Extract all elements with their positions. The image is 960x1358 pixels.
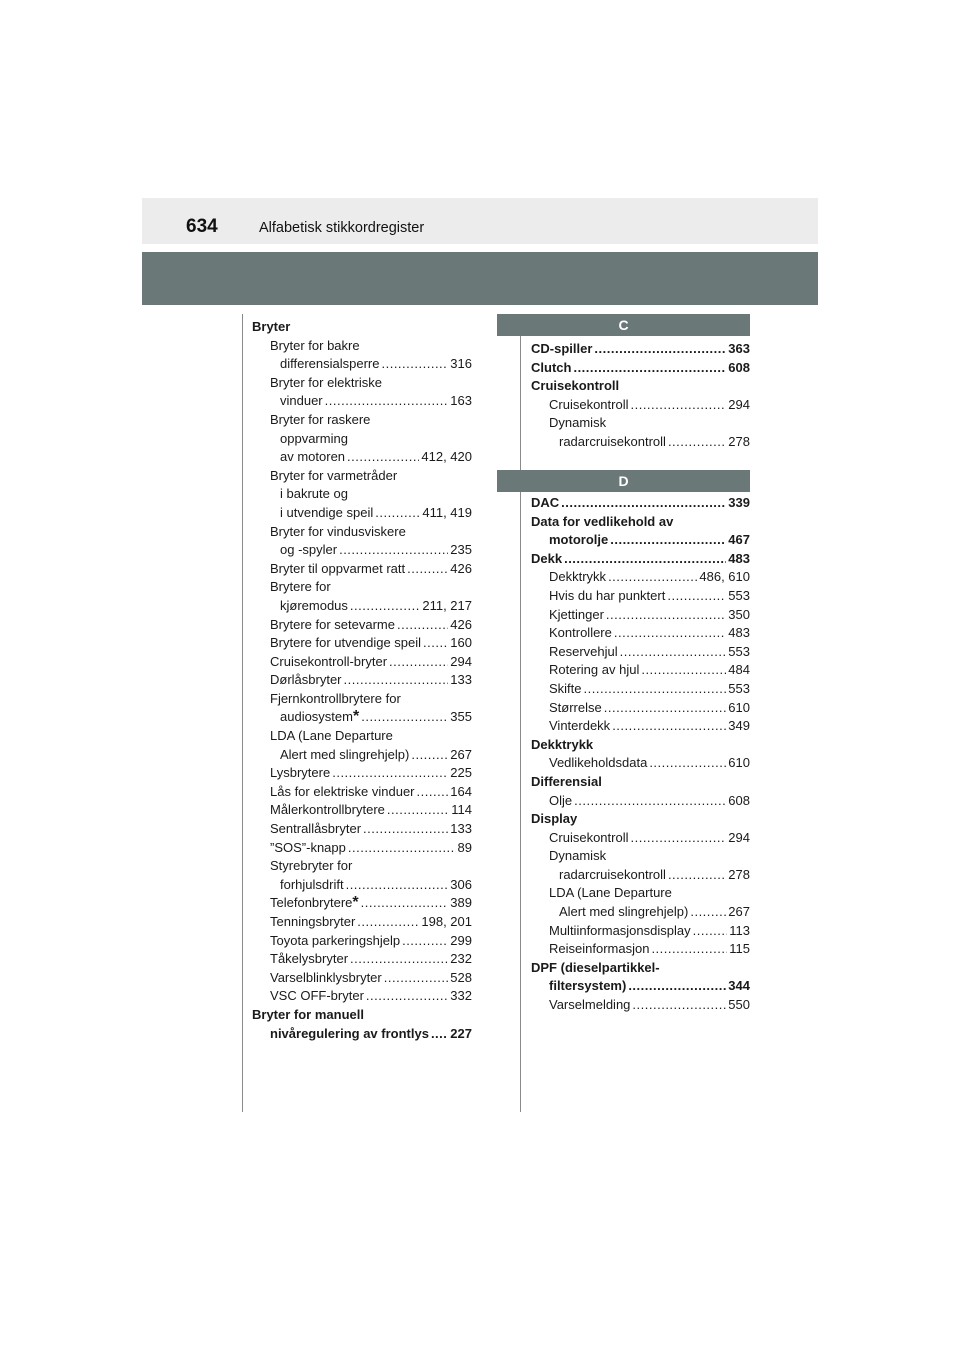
- section-header-c: C: [497, 314, 750, 336]
- index-entry: [531, 699, 750, 718]
- index-entry-label: Reservehjul: [549, 643, 618, 659]
- index-entry-label: Toyota parkeringshjelp: [270, 932, 401, 948]
- index-entry: [531, 568, 750, 587]
- index-entry-label: Dørlåsbryter: [270, 672, 342, 688]
- index-entry-label: audiosystem: [280, 709, 353, 725]
- index-entry-label: vinduer: [280, 393, 323, 409]
- leader-dots: [357, 913, 419, 932]
- index-entry-label: Brytere for utvendige speil: [270, 635, 422, 651]
- index-entry-label: oppvarming: [280, 430, 348, 446]
- leader-dots: [690, 903, 726, 922]
- index-entry-page: 267: [450, 746, 472, 762]
- index-entry: [252, 597, 472, 616]
- index-entry-page: 550: [728, 997, 750, 1013]
- index-entry: [252, 653, 472, 672]
- index-entry-label: Bryter for varmetråder: [270, 467, 398, 483]
- leader-dots: [375, 504, 420, 523]
- index-entry-page: 483: [728, 550, 750, 566]
- index-entry-label: Data for vedlikehold av: [531, 513, 674, 529]
- index-entry: [531, 606, 750, 625]
- index-entry: [252, 411, 472, 430]
- leader-dots: [573, 359, 726, 378]
- index-entry: [252, 430, 472, 449]
- leader-dots: [344, 671, 449, 690]
- index-entry-page: 553: [728, 643, 750, 659]
- leader-dots: [584, 680, 727, 699]
- index-entry-page: 608: [728, 359, 750, 375]
- index-entry-label: nivåregulering av frontlys: [270, 1025, 429, 1041]
- leader-dots: [628, 977, 726, 996]
- index-entry: [252, 560, 472, 579]
- index-entry: [531, 396, 750, 415]
- leader-dots: [574, 792, 726, 811]
- index-entry-page: 115: [729, 941, 750, 957]
- leader-dots: [604, 699, 727, 718]
- index-entry-page: 363: [728, 341, 750, 356]
- index-entry-label: CD-spiller: [531, 341, 593, 356]
- index-entry: [531, 736, 750, 755]
- index-entry-label: filtersystem): [549, 978, 627, 994]
- leader-dots: [381, 355, 448, 374]
- index-entry-label: Hvis du har punktert: [549, 587, 666, 603]
- leader-dots: [361, 894, 449, 913]
- index-entry: [531, 340, 750, 359]
- index-entry-label: Varselmelding: [549, 997, 631, 1013]
- index-entry-label: Skifte: [549, 680, 582, 696]
- index-entry-label: motorolje: [549, 532, 609, 548]
- index-entry: [531, 903, 750, 922]
- index-entry: [252, 876, 472, 895]
- index-entry: [252, 950, 472, 969]
- index-entry-label: av motoren: [280, 449, 346, 465]
- index-entry-page: 133: [450, 672, 472, 688]
- leader-dots: [693, 922, 728, 941]
- index-entry-label: Vinterdekk: [549, 718, 611, 734]
- index-entry-label: ”SOS”-knapp: [270, 839, 346, 855]
- index-entry: [252, 727, 472, 746]
- leader-dots: [667, 587, 726, 606]
- index-entry-label: Bryter for vindusviskere: [270, 523, 406, 539]
- index-entry: [252, 523, 472, 542]
- index-entry-label: Bryter for bakre: [270, 337, 360, 353]
- index-entry-label: kjøremodus: [280, 597, 348, 613]
- leader-dots: [668, 866, 726, 885]
- index-entry: [531, 359, 750, 378]
- index-entry-label: Dynamisk: [549, 848, 607, 864]
- index-entry: [252, 690, 472, 709]
- index-entry: [531, 414, 750, 433]
- index-entry-label: Brytere for: [270, 579, 331, 595]
- index-entry-label: DAC: [531, 495, 560, 510]
- index-entry-label: Bryter for raskere: [270, 411, 371, 427]
- index-entry-label: differensialsperre: [280, 356, 380, 372]
- index-entry: [252, 820, 472, 839]
- index-entry-label: i utvendige speil: [280, 504, 374, 520]
- leader-dots: [641, 661, 726, 680]
- index-entry: [252, 671, 472, 690]
- index-entry: [531, 643, 750, 662]
- index-entry: [531, 884, 750, 903]
- index-entry-page: 114: [451, 802, 472, 818]
- index-entry-page: 113: [729, 922, 750, 938]
- index-entry-page: 316: [450, 356, 472, 372]
- leader-dots: [389, 653, 448, 672]
- index-entry: [252, 355, 472, 374]
- index-entry: [531, 717, 750, 736]
- index-entry-label: Cruisekontroll: [549, 829, 629, 845]
- index-entry-page: 467: [728, 532, 750, 548]
- index-entry: [252, 467, 472, 486]
- index-entry-label: Bryter til oppvarmet ratt: [270, 560, 406, 576]
- index-entry: [252, 839, 472, 858]
- index-entry: [531, 922, 750, 941]
- leader-dots: [407, 560, 448, 579]
- index-entry-label: Styrebryter for: [270, 858, 353, 874]
- right-column-rule: [520, 314, 521, 1112]
- index-entry-page: 610: [728, 755, 750, 771]
- index-entry: [252, 1006, 472, 1025]
- leader-dots: [350, 597, 420, 616]
- index-entry: [252, 783, 472, 802]
- index-entry-page: 306: [450, 876, 472, 892]
- index-entry-label: Varselblinklysbryter: [270, 969, 382, 985]
- index-entry: [531, 494, 750, 513]
- index-entry: [252, 932, 472, 951]
- index-entry: [531, 959, 750, 978]
- index-entry: [531, 531, 750, 550]
- index-entry-page: 299: [450, 932, 472, 948]
- index-entry: [531, 773, 750, 792]
- index-entry: [531, 661, 750, 680]
- index-entry: [252, 392, 472, 411]
- index-entry-label: Tenningsbryter: [270, 914, 356, 929]
- index-entry: [252, 318, 472, 337]
- index-entry-page: 608: [728, 792, 750, 808]
- left-column-rule: [242, 314, 243, 1112]
- index-entry-label: LDA (Lane Departure: [549, 885, 672, 901]
- index-entry: [531, 550, 750, 569]
- index-entry-label: Olje: [549, 792, 573, 808]
- leader-dots: [346, 876, 449, 895]
- index-entry-page: 426: [450, 616, 472, 632]
- index-entry: [531, 754, 750, 773]
- index-entry-page: 160: [450, 635, 472, 651]
- index-entry-label: og -spyler: [280, 542, 338, 558]
- index-entry: [531, 866, 750, 885]
- index-entry-label: Reiseinformasjon: [549, 941, 650, 957]
- index-entry: [531, 433, 750, 452]
- leader-dots: [431, 1025, 448, 1044]
- index-entry-page: 267: [728, 904, 750, 920]
- index-entry-page: 133: [450, 821, 472, 837]
- index-entry-page: 355: [450, 709, 472, 725]
- index-entry-label: Cruisekontroll-bryter: [270, 653, 388, 669]
- index-entry-label: Dekk: [531, 550, 563, 566]
- leader-dots: [417, 783, 449, 802]
- index-entry: [531, 996, 750, 1015]
- index-entry-label: Sentrallåsbryter: [270, 821, 362, 837]
- index-entry-label: Cruisekontroll: [531, 378, 620, 394]
- index-entry-page: 426: [450, 560, 472, 576]
- leader-dots: [630, 829, 726, 848]
- leader-dots: [668, 433, 726, 452]
- leader-dots: [348, 839, 456, 858]
- index-entry: [252, 857, 472, 876]
- index-entry: [531, 810, 750, 829]
- index-entry-page: 349: [728, 718, 750, 734]
- index-entry-label: Kjettinger: [549, 606, 604, 622]
- leader-dots: [325, 392, 449, 411]
- index-entry-page: 278: [728, 866, 750, 882]
- index-entry: [531, 587, 750, 606]
- index-entry-page: 163: [450, 393, 472, 409]
- leader-dots: [350, 950, 448, 969]
- index-entry: [252, 448, 472, 467]
- leader-dots: [610, 531, 726, 550]
- leader-dots: [411, 746, 448, 765]
- index-column-left: [252, 318, 472, 1043]
- index-entry-label: LDA (Lane Departure: [270, 728, 393, 744]
- index-entry-label: DPF (dieselpartikkel-: [531, 959, 660, 975]
- index-entry-page: 486, 610: [699, 569, 750, 585]
- index-entry-page: 332: [450, 988, 472, 1004]
- index-entry: [252, 541, 472, 560]
- index-entry-page: 483: [728, 625, 750, 641]
- index-entry-page: 89: [457, 839, 472, 855]
- leader-dots: [423, 634, 448, 653]
- leader-dots: [630, 396, 726, 415]
- index-entry: [531, 513, 750, 532]
- index-entry-page: 198, 201: [421, 914, 472, 929]
- index-entry-label: Telefonbrytere: [270, 895, 353, 911]
- leader-dots: [608, 568, 697, 587]
- index-entry-label: Alert med slingrehjelp): [280, 746, 410, 762]
- index-entry-page: 412, 420: [421, 449, 472, 465]
- index-entry-page: 278: [728, 433, 750, 449]
- index-entry-label: Dekktrykk: [531, 736, 594, 752]
- index-entry-page: 344: [728, 978, 750, 994]
- index-entry-page: 227: [450, 1025, 472, 1041]
- index-entry: [531, 680, 750, 699]
- index-entry: [531, 792, 750, 811]
- index-entry-label: Tåkelysbryter: [270, 951, 349, 967]
- index-entry: [531, 977, 750, 996]
- leader-dots: [649, 754, 726, 773]
- index-entry-label: Differensial: [531, 773, 602, 789]
- index-entry-label: VSC OFF-bryter: [270, 988, 364, 1004]
- leader-dots: [561, 494, 726, 513]
- index-entry: [531, 940, 750, 959]
- index-entry-page: 528: [450, 969, 472, 985]
- leader-dots: [384, 969, 449, 988]
- leader-dots: [620, 643, 727, 662]
- index-entry-label: Brytere for setevarme: [270, 616, 395, 632]
- index-entry: [252, 987, 472, 1006]
- index-entry: Telefonbrytere * ..... 389: [252, 894, 472, 913]
- leader-dots: [332, 764, 448, 783]
- leader-dots: [363, 820, 448, 839]
- index-entry: [252, 616, 472, 635]
- index-entry: [252, 1025, 472, 1044]
- index-entry: [252, 374, 472, 393]
- leader-dots: [612, 717, 726, 736]
- index-entry-page: 164: [450, 783, 472, 799]
- index-entry-label: i bakrute og: [280, 486, 348, 502]
- leader-dots: [366, 987, 448, 1006]
- index-entry: [252, 969, 472, 988]
- index-entry-label: Lås for elektriske vinduer: [270, 783, 415, 799]
- index-entry-label: Multiinformasjonsdisplay: [549, 922, 691, 938]
- index-entry-label: Cruisekontroll: [549, 396, 629, 412]
- index-entry: audiosystem * ..... 355: [252, 708, 472, 727]
- index-entry-page: 294: [450, 653, 472, 669]
- index-entry: [252, 746, 472, 765]
- index-entry-label: Bryter for elektriske: [270, 374, 382, 390]
- index-entry-page: 553: [728, 587, 750, 603]
- index-entry-page: 339: [728, 495, 750, 510]
- index-entry: [252, 764, 472, 783]
- section-header-d: D: [497, 470, 750, 492]
- leader-dots: [651, 940, 727, 959]
- index-entry-label: Lysbrytere: [270, 765, 331, 781]
- page-title: Alfabetisk stikkordregister: [259, 220, 425, 236]
- leader-dots: [614, 624, 726, 643]
- index-entry-page: 553: [728, 680, 750, 696]
- index-entry: [252, 913, 472, 932]
- index-entry: [252, 485, 472, 504]
- index-entry-page: 294: [728, 396, 750, 412]
- index-entry-label: forhjulsdrift: [280, 876, 344, 892]
- leader-dots: [564, 550, 726, 569]
- index-entry-label: Fjernkontrollbrytere for: [270, 690, 401, 706]
- index-entry: [531, 377, 750, 396]
- index-entry: [531, 624, 750, 643]
- index-entry-page: 235: [450, 542, 472, 558]
- index-entry-label: Dynamisk: [549, 415, 607, 431]
- leader-dots: [632, 996, 726, 1015]
- index-entry: [252, 337, 472, 356]
- header-bar: [142, 252, 818, 305]
- index-entry: [252, 578, 472, 597]
- index-entry-label: Størrelse: [549, 699, 602, 715]
- index-entry-label: Bryter for manuell: [252, 1006, 364, 1022]
- index-entry-page: 232: [450, 951, 472, 967]
- index-entry-label: radarcruisekontroll: [559, 866, 666, 882]
- index-entry: [252, 634, 472, 653]
- index-entry-label: Dekktrykk: [549, 569, 607, 585]
- leader-dots: [594, 340, 726, 359]
- index-entry-label: Bryter: [252, 319, 291, 334]
- index-entry-label: Målerkontrollbrytere: [270, 802, 385, 818]
- index-entry-label: Clutch: [531, 359, 572, 375]
- index-entry-label: Rotering av hjul: [549, 662, 640, 678]
- header-top-band: [142, 198, 818, 244]
- page-number: 634: [186, 216, 218, 237]
- leader-dots: [339, 541, 448, 560]
- leader-dots: [606, 606, 726, 625]
- index-entry: [252, 504, 472, 523]
- index-entry-label: Display: [531, 811, 578, 827]
- index-section-d: [531, 494, 750, 1015]
- index-entry-label: Alert med slingrehjelp): [559, 904, 689, 920]
- index-entry-page: 484: [728, 662, 750, 678]
- index-entry-page: 610: [728, 699, 750, 715]
- leader-dots: [361, 708, 448, 727]
- index-entry-page: 211, 217: [422, 597, 472, 613]
- index-entry-page: 225: [450, 765, 472, 781]
- index-entry-page: 411, 419: [422, 504, 472, 520]
- index-entry-label: Vedlikeholdsdata: [549, 755, 648, 771]
- index-entry-page: 294: [728, 829, 750, 845]
- leader-dots: [397, 616, 448, 635]
- index-entry-label: radarcruisekontroll: [559, 433, 666, 449]
- index-entry: [252, 801, 472, 820]
- index-entry: [531, 829, 750, 848]
- leader-dots: [387, 801, 449, 820]
- index-entry: [531, 847, 750, 866]
- index-section-c: [531, 340, 750, 452]
- index-entry-page: 389: [450, 895, 472, 911]
- index-entry-page: 350: [728, 606, 750, 622]
- leader-dots: [402, 932, 448, 951]
- index-entry-label: Kontrollere: [549, 625, 612, 641]
- leader-dots: [347, 448, 419, 467]
